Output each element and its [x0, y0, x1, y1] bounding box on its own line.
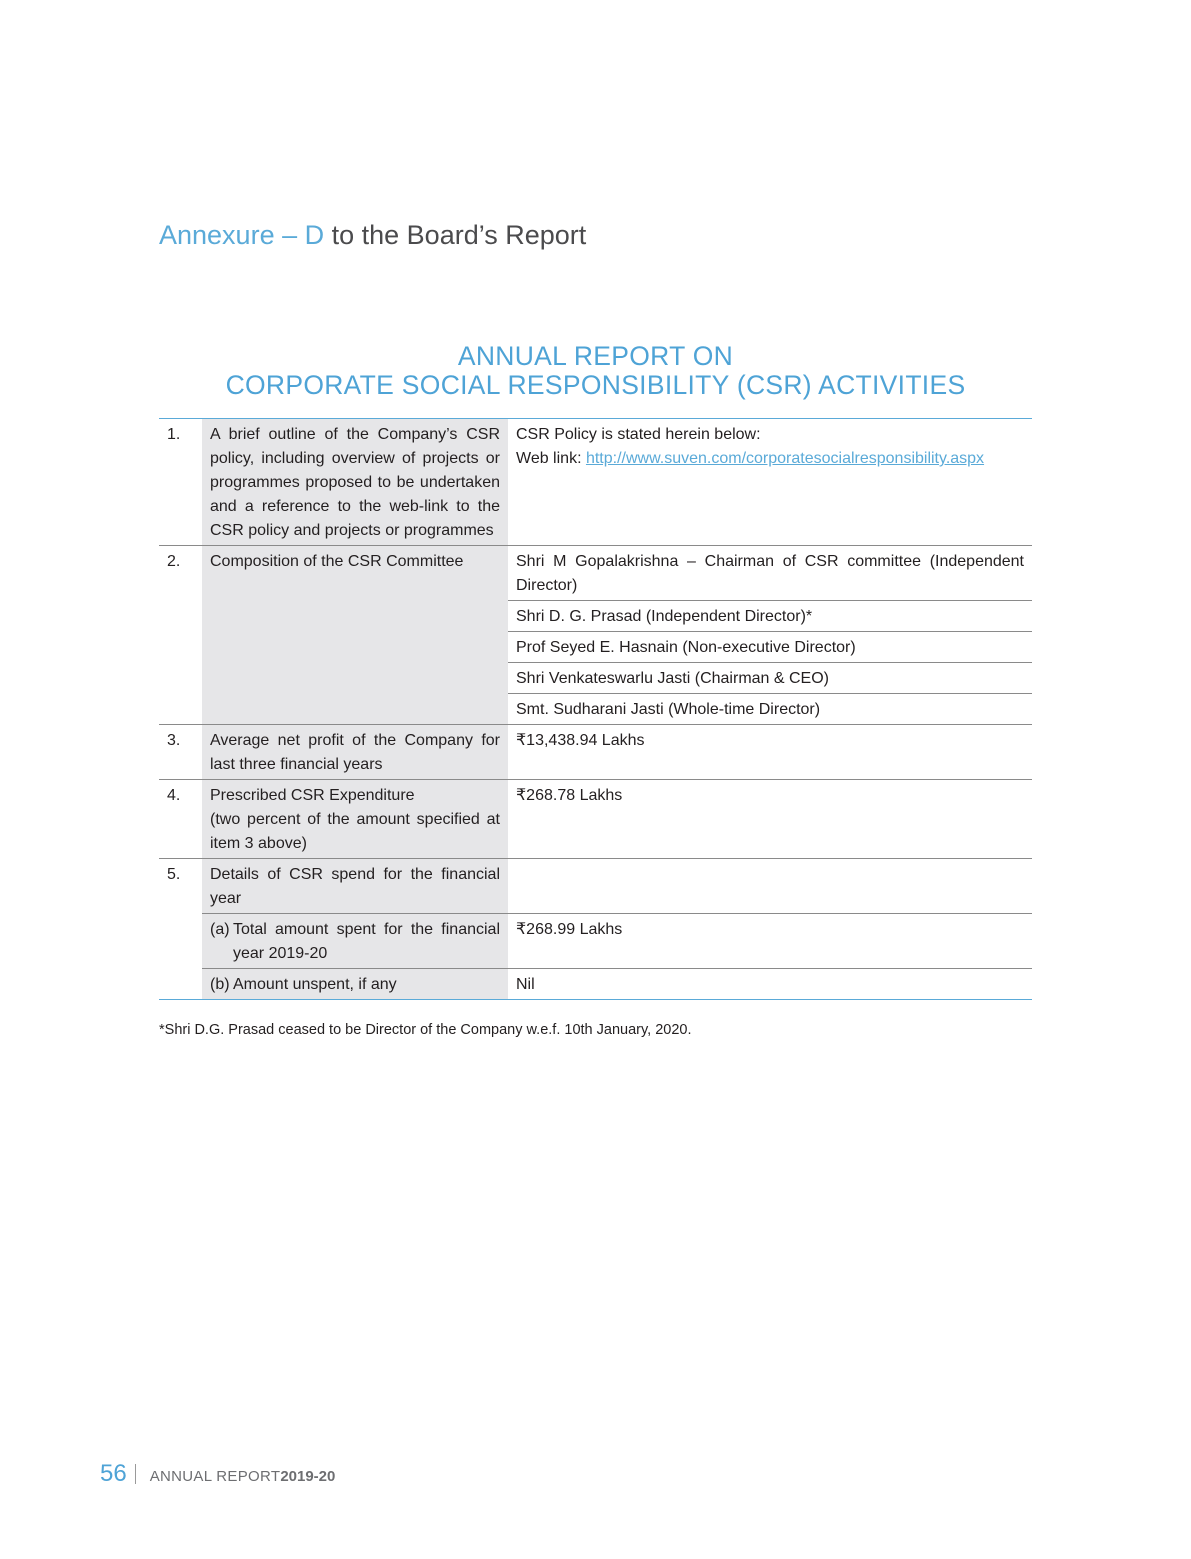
item-label — [202, 780, 508, 859]
sub-item-key: (b) — [210, 976, 230, 993]
table-row — [159, 725, 1032, 780]
item-label: Composition of the CSR Committee — [202, 546, 508, 725]
item-number: 4. — [159, 780, 202, 859]
web-link-line — [516, 447, 1024, 471]
footer-divider — [135, 1464, 136, 1484]
report-title-line2: CORPORATE SOCIAL RESPONSIBILITY (CSR) ACTIVITIES — [225, 370, 966, 400]
sub-item-text: Amount unspent, if any — [233, 976, 397, 993]
sub-item-key: (a) — [210, 921, 230, 938]
web-link-label: Web link: — [516, 450, 586, 467]
csr-table — [159, 418, 1032, 1000]
annexure-subtitle: to the Board’s Report — [324, 220, 587, 250]
item-number: 2. — [159, 546, 202, 725]
committee-member: Smt. Sudharani Jasti (Whole-time Director) — [508, 694, 1032, 725]
item-value: ₹13,438.94 Lakhs — [508, 725, 1032, 780]
item-label-line: (two percent of the amount specified at item 3 above) — [210, 811, 500, 852]
table-row — [159, 780, 1032, 859]
item-number: 5. — [167, 866, 181, 883]
item-number: 1. — [159, 419, 202, 546]
report-title — [159, 342, 1032, 400]
item-label: Details of CSR spend for the financial year — [202, 859, 508, 914]
footnote: *Shri D.G. Prasad ceased to be Director of the Company w.e.f. 10th January, 2020. — [159, 1022, 692, 1038]
item-label: Average net profit of the Company for last three financial years — [202, 725, 508, 780]
sub-item-label — [202, 969, 508, 1000]
table-row — [159, 969, 1032, 1000]
table-row — [159, 419, 1032, 546]
page-number: 56 — [100, 1460, 127, 1487]
item-value — [508, 859, 1032, 914]
annexure-heading — [159, 220, 586, 251]
item-value: ₹268.78 Lakhs — [508, 780, 1032, 859]
annexure-label: Annexure – D — [159, 220, 325, 250]
table-row — [159, 859, 1032, 914]
item-label: A brief outline of the Company’s CSR policy, including overview of projects or programmes proposed to be undertaken and a reference to the web-link to the CSR policy and projects or programmes — [202, 419, 508, 546]
page-footer — [100, 1460, 335, 1488]
csr-policy-link[interactable]: http://www.suven.com/corporatesocialresponsibility.aspx — [585, 450, 985, 467]
item-number: 3. — [159, 725, 202, 780]
footer-year: 2019-20 — [280, 1468, 336, 1485]
policy-statement: CSR Policy is stated herein below: — [516, 426, 761, 443]
sub-item-label — [202, 914, 508, 969]
committee-member: Shri D. G. Prasad (Independent Director)* — [508, 601, 1032, 632]
committee-member: Prof Seyed E. Hasnain (Non-executive Director) — [508, 632, 1032, 663]
sub-item-value: Nil — [516, 976, 535, 993]
report-title-line1: ANNUAL REPORT ON — [457, 341, 734, 371]
item-label-line: Prescribed CSR Expenditure — [210, 787, 415, 804]
table-row — [159, 914, 1032, 969]
table-row — [159, 546, 1032, 601]
item-value — [508, 419, 1032, 546]
footer-label: ANNUAL REPORT — [149, 1468, 281, 1485]
committee-member: Shri M Gopalakrishna – Chairman of CSR committee (Independent Director) — [508, 546, 1032, 601]
committee-member: Shri Venkateswarlu Jasti (Chairman & CEO) — [508, 663, 1032, 694]
sub-item-value: ₹268.99 Lakhs — [508, 914, 1032, 969]
sub-item-text: Total amount spent for the financial year 2019-20 — [233, 921, 500, 962]
